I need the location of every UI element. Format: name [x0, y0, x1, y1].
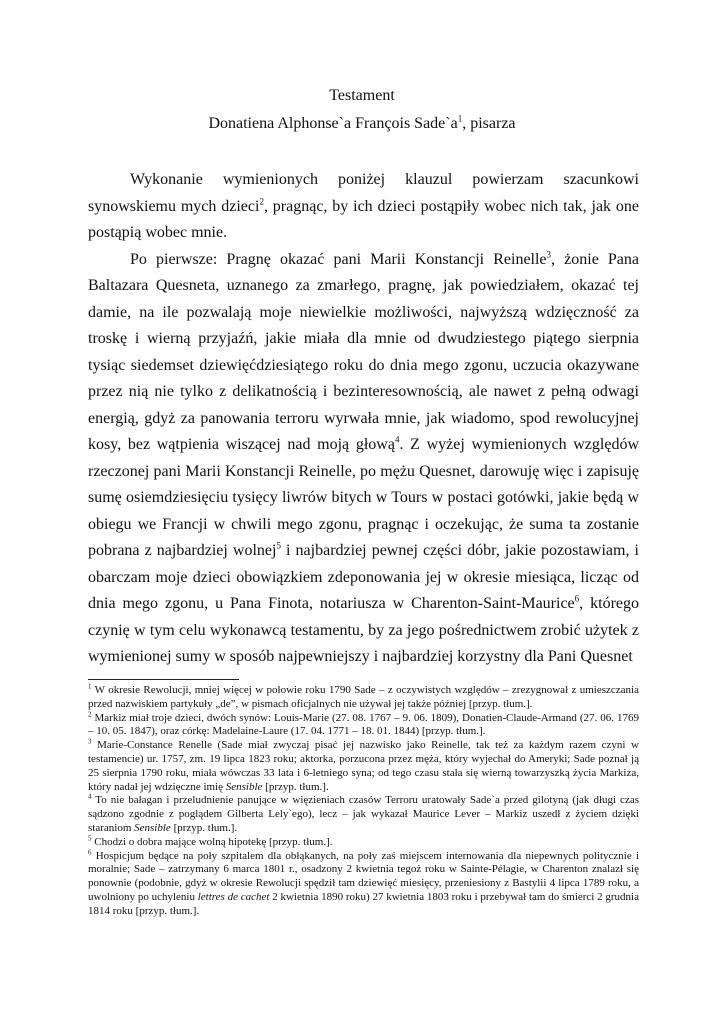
footnote-number: 4	[88, 792, 92, 801]
footnote-number: 1	[88, 682, 92, 691]
footnote	[88, 709, 639, 740]
text-segment: . Z wyżej wymienionych względów rzeczonej pani Marii Konstancji Reinelle, po mężu Quesnet, darowuję więc i zapisuję sumę osiemdziesięciu tysięcy liwrów bitych w Tours w postaci gotówki, jakie będą w obiegu we Francji w chwili mego zgonu, pragnąc i oczekując, że suma ta zostanie pobrana z najbardziej wolnej	[88, 436, 640, 559]
body-paragraph	[88, 247, 639, 671]
text-segment: Wykonanie wymienionych poniżej klauzul powierzam szacunkowi synowskiemu mych dzieci	[88, 171, 639, 215]
document-subtitle	[0, 114, 724, 134]
italic-text: Sensible	[225, 780, 263, 793]
footnote-ref: 2	[259, 196, 264, 207]
footnote-divider	[88, 679, 239, 680]
subtitle-text: Donatiena Alphonse`a François Sade`a	[208, 115, 458, 132]
text-segment: W okresie Rewolucji, mniej więcej w połowie roku 1790 Sade – z oczywistych względów – zrezygnował z umieszczania przed nazwiskiem partykuły „de”, w pismach oficjalnych nie używał jej także później [przyp. tłum.].	[88, 684, 639, 710]
body-text	[88, 167, 639, 671]
text-segment: Po pierwsze: Pragnę okazać pani Marii Konstancji Reinelle	[130, 250, 547, 268]
text-segment: Chodzi o dobra mające wolną hipotekę [przyp. tłum.].	[91, 835, 333, 848]
subtitle-text-end: , pisarza	[462, 115, 516, 132]
footnote-ref: 1	[457, 113, 463, 124]
footnotes	[88, 684, 639, 919]
text-segment: [przyp. tłum.].	[262, 780, 329, 793]
footnote-number: 3	[88, 737, 92, 746]
italic-text: lettres de cachet	[197, 890, 270, 903]
text-segment: Marie-Constance Renelle (Sade miał zwyczaj pisać jej nazwisko jako Reinelle, tak też za każdym razem czyni w testamencie) ur. 1757, zm. 19 lipca 1823 roku; aktorka, porzucona przez męża, który wyjechał do Ameryki; Sade poznał ją 25 sierpnia 1790 roku, miała wówczas 33 lata i 6-letniego syna; od tego czasu stała się wierną towarzyszką życia Markiza, który nadał jej wdzięczne imię	[88, 739, 639, 793]
footnote	[88, 739, 639, 794]
footnote	[88, 836, 639, 850]
italic-text: Sensible	[134, 821, 171, 834]
footnote	[88, 847, 639, 919]
body-paragraph	[88, 167, 639, 247]
title-block	[0, 86, 724, 134]
text-segment: 2 kwietnia 1890 roku) 27 kwietnia 1803 roku i przebywał tam do śmierci 2 grudnia 1814 roku [przyp. tłum.].	[88, 890, 639, 917]
footnote-number: 6	[88, 847, 92, 856]
footnote	[88, 684, 639, 712]
footnote-ref: 5	[276, 540, 281, 551]
text-segment: Hospicjum będące na poły szpitalem dla obłąkanych, na poły zaś miejscem internowania dla niepewnych politycznie i moralnie; Sade – zatrzymany 6 marca 1801 r., osadzony 2 kwietnia tegoż roku w Sainte-Pélagie, w Charenton znalazł się ponownie (podobnie, gdyż w okresie Rewolucji spędził tam dziewięć miesięcy, przeniesiony z Bastylii 4 lipca 1789 roku, a uwolniony po uchyleniu	[88, 849, 639, 903]
text-segment: [przyp. tłum.].	[170, 821, 238, 834]
footnote-number: 5	[88, 834, 92, 843]
text-segment: To nie bałagan i przeludnienie panujące w więzieniach czasów Terroru uratowały Sade`a przed gilotyną (jak długi czas sądzono zgodnie z poglądem Gilberta Lely`ego), lecz – jak wykazał Maurice Lever – Markiz uszedł z życiem dzięki staraniom	[88, 794, 639, 834]
footnote	[88, 794, 639, 835]
text-segment: i najbardziej pewnej części dóbr, jakie pozostawiam, i obarczam moje dzieci obowiązkiem zdeponowania jej w okresie miesiąca, licząc od dnia mego zgonu, u Pana Finota, notariusza w Charenton-Saint-Maurice	[88, 542, 639, 612]
footnote-ref: 6	[574, 593, 580, 604]
document-title: Testament	[329, 87, 395, 104]
footnote-number: 2	[88, 709, 92, 718]
text-segment: , żonie Pana Baltazara Quesneta, uznanego za zmarłego, pragnę, jak powiedziałem, okazać tej damie, na ile pozwalają moje niewielkie możliwości, najwyższą wdzięczność za troskę i wierną przyjaźń, jakie miała dla mnie od dwudziestego piątego sierpnia tysiąc siedemset dziewięćdziesiątego roku do dnia mego zgonu, uczucia okazywane przez nią nie tylko z delikatnością i bezinteresownością, ale nawet z pełną odwagi energią, gdyż za panowania terroru wyrwała mnie, jak wiadomo, spod rewolucyjnej kosy, bez wątpienia wiszącej nad moją głową	[88, 250, 639, 453]
text-segment: , którego czynię w tym celu wykonawcą testamentu, by za jego pośrednictwem zrobić użytek z wymienionej sumy w sposób najpewniejszy i najbardziej korzystny dla Pani Quesnet	[88, 595, 640, 665]
text-segment: , pragnąc, by ich dzieci postąpiły wobec nich tak, jak one postąpią wobec mnie.	[88, 197, 639, 241]
footnote-ref: 4	[394, 434, 400, 445]
text-segment: Markiz miał troje dzieci, dwóch synów: Louis-Marie (27. 08. 1767 – 9. 06. 1809), Donatien-Claude-Armand (27. 06. 1769 – 10. 05. 1847), oraz córkę: Madelaine-Laure (17. 04. 1771 – 18. 01. 1844) [przyp. tłum.].	[88, 711, 639, 738]
footnote-ref: 3	[546, 249, 552, 260]
